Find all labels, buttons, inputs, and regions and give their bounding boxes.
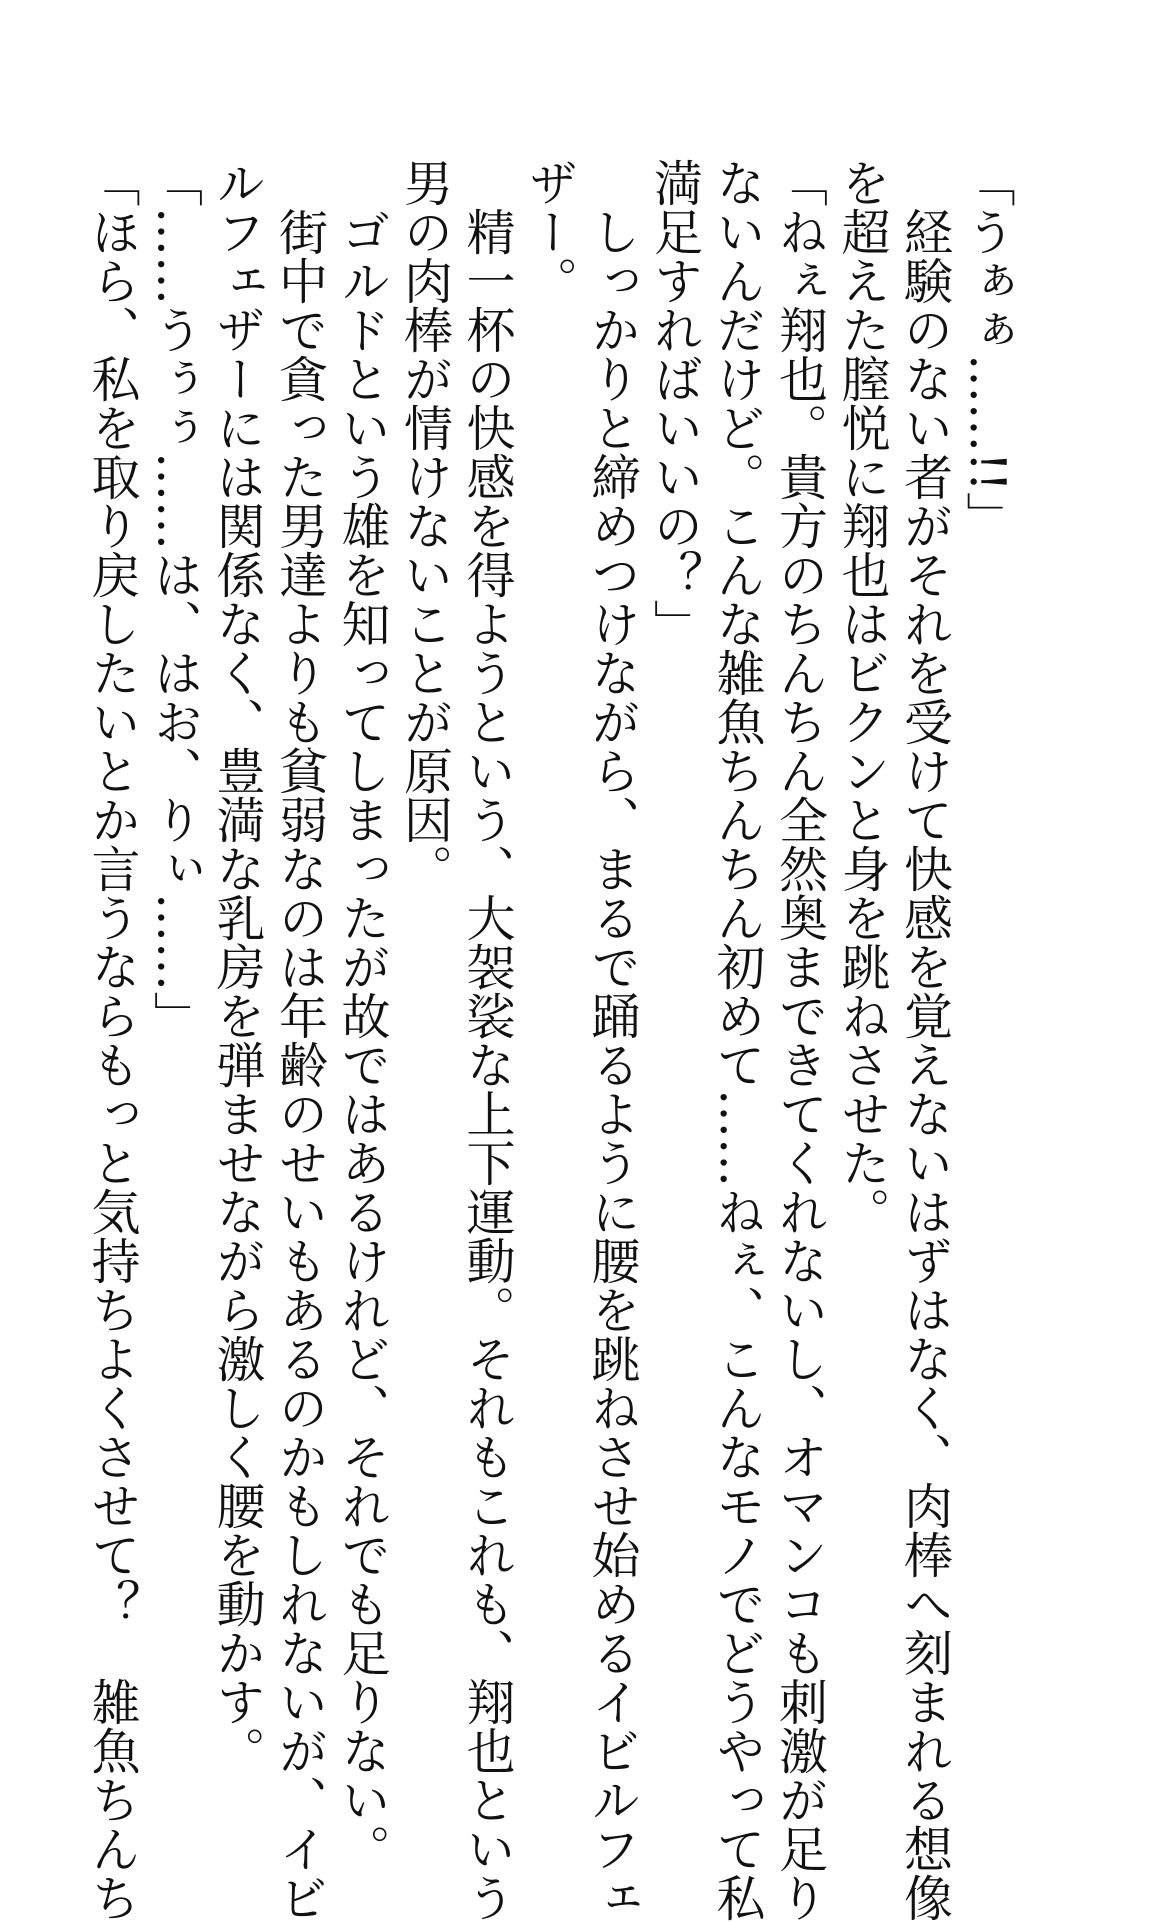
text-line: ゴルドという雄を知ってしまったが故ではあるけれど、それでも足りない。 xyxy=(334,158,391,1873)
text-line: 街中で貪った男達よりも貧弱なのは年齢のせいもあるのかもしれないが、イビ xyxy=(271,158,329,1922)
text-line: 精一杯の快感を得ようという、大袈裟な上下運動。それもこれも、翔也という xyxy=(459,158,516,1922)
text-line: しっかりと締めつけながら、まるで踊るように腰を跳ねさせ始めるイビルフェ xyxy=(584,158,641,1922)
text-line: 経験のない者がそれを受けて快感を覚えないはずはなく、肉棒へ刻まれる想像 xyxy=(896,158,954,1922)
text-line: 「うぁぁ……!!」 xyxy=(959,158,1016,541)
text-line: 満足すればいいの？」 xyxy=(646,158,704,648)
text-line: ないんだけど。こんな雑魚ちんちん初めて……ねぇ、こんなモノでどうやって私 xyxy=(709,158,766,1922)
text-line: 男の肉棒が情けないことが原因。 xyxy=(396,158,454,893)
text-line: 「ねぇ翔也。貴方のちんちん全然奥まできてくれないし、オマンコも刺激が足り xyxy=(771,158,829,1922)
text-line: ルフェザーには関係なく、豊満な乳房を弾ませながら激しく腰を動かす。 xyxy=(209,158,266,1775)
text-line: 「ほら、私を取り戻したいとか言うならもっと気持ちよくさせて？ 雑魚ちんち xyxy=(84,158,141,1922)
text-line: 「……うぅぅ……は、はお、りぃ……」 xyxy=(146,158,204,1040)
text-line: を超えた膣悦に翔也はビクンと身を跳ねさせた。 xyxy=(834,158,891,1236)
vertical-text-body xyxy=(84,158,1018,1922)
text-line: ザー。 xyxy=(521,158,579,305)
